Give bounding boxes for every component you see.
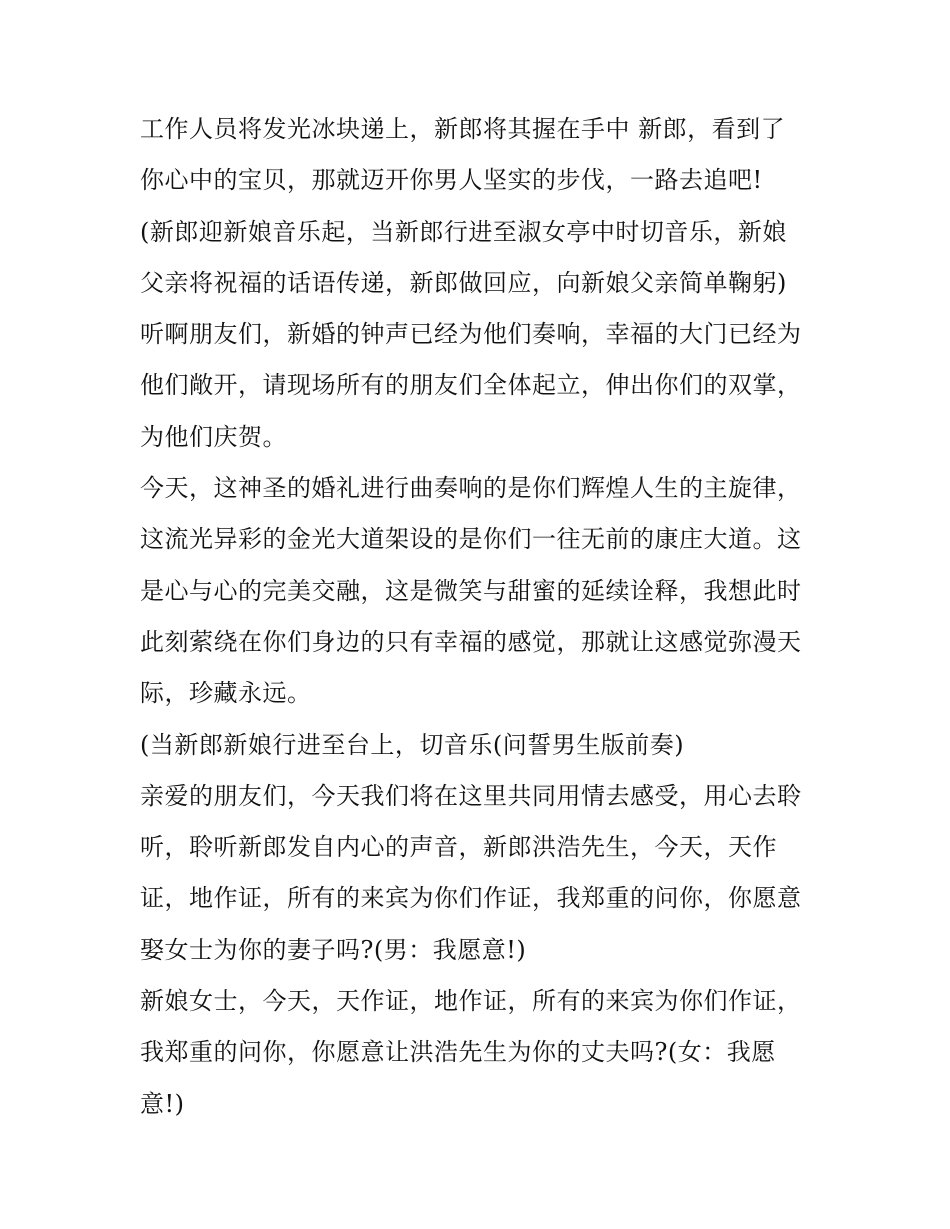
text-line: 娶女士为你的妻子吗?(男：我愿意!) bbox=[140, 935, 527, 964]
text-line: 听啊朋友们，新婚的钟声已经为他们奏响，幸福的大门已经为 bbox=[140, 320, 802, 349]
document-body bbox=[140, 104, 820, 1130]
text-line: 为他们庆贺。 bbox=[140, 422, 287, 451]
text-line: 意!) bbox=[140, 1089, 185, 1118]
text-line: (当新郎新娘行进至台上，切音乐(问誓男生版前奏) bbox=[140, 730, 685, 759]
text-line: 这流光异彩的金光大道架设的是你们一往无前的康庄大道。这 bbox=[140, 525, 802, 554]
text-line: 今天，这神圣的婚礼进行曲奏响的是你们辉煌人生的主旋律， bbox=[140, 474, 802, 503]
text-line: 我郑重的问你，你愿意让洪浩先生为你的丈夫吗?(女：我愿 bbox=[140, 1038, 776, 1067]
text-line: 际，珍藏永远。 bbox=[140, 679, 312, 708]
text-line: 证，地作证，所有的来宾为你们作证，我郑重的问你，你愿意 bbox=[140, 884, 802, 913]
text-line: 此刻萦绕在你们身边的只有幸福的感觉，那就让这感觉弥漫天 bbox=[140, 627, 802, 656]
text-line: 亲爱的朋友们，今天我们将在这里共同用情去感受，用心去聆 bbox=[140, 781, 802, 810]
text-line: 他们敞开，请现场所有的朋友们全体起立，伸出你们的双掌， bbox=[140, 371, 802, 400]
text-line: (新郎迎新娘音乐起，当新郎行进至淑女亭中时切音乐，新娘 bbox=[140, 217, 787, 246]
text-line: 你心中的宝贝，那就迈开你男人坚实的步伐，一路去追吧! bbox=[140, 166, 763, 195]
text-line: 听，聆听新郎发自内心的声音，新郎洪浩先生，今天，天作 bbox=[140, 833, 777, 862]
text-line: 工作人员将发光冰块递上，新郎将其握在手中 新郎，看到了 bbox=[140, 115, 786, 143]
text-line: 父亲将祝福的话语传递，新郎做回应，向新娘父亲简单鞠躬) bbox=[140, 268, 787, 297]
text-line: 新娘女士，今天，天作证，地作证，所有的来宾为你们作证， bbox=[140, 987, 802, 1016]
text-line: 是心与心的完美交融，这是微笑与甜蜜的延续诠释，我想此时 bbox=[140, 576, 802, 605]
